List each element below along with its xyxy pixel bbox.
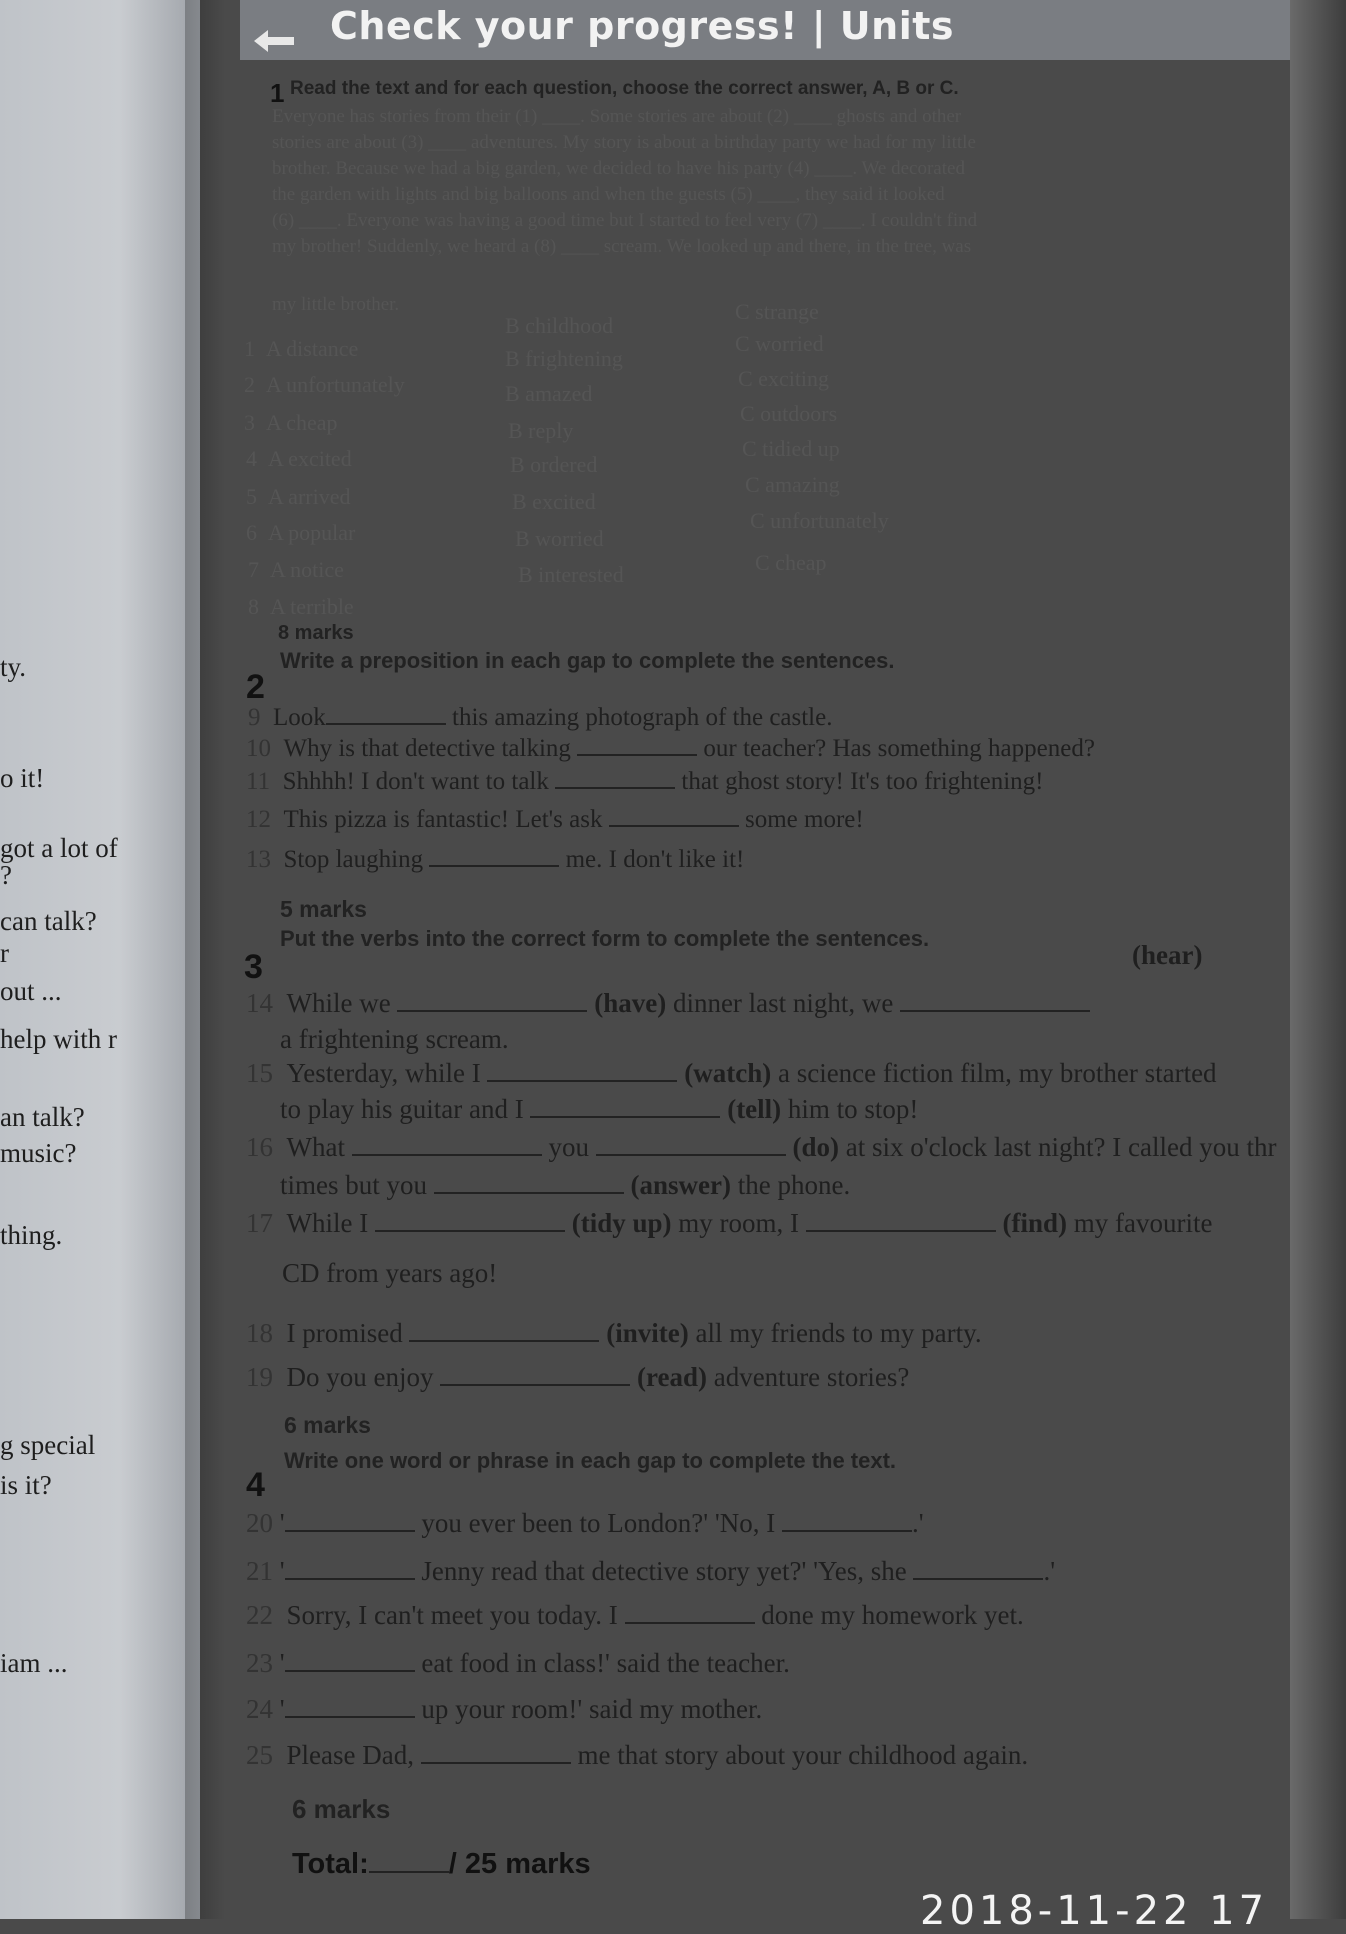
item-text: done my homework yet. [761,1600,1024,1630]
exercise-line [246,1362,909,1393]
section-instruction: Write a preposition in each gap to complete the sentences. [280,648,895,673]
section-number: 2 [246,668,265,706]
left-fragment: ? [0,860,12,890]
item-text: me that story about your childhood again. [577,1740,1029,1770]
passage-line: (6) ____. Everyone was having a good time but I started to feel very (7) ____. I couldn't find [272,210,978,231]
photo-timestamp: 2018-11-22 17 [920,1888,1269,1934]
section-instruction: Read the text and for each question, choose the correct answer, A, B or C. [290,78,959,99]
answer-gap[interactable] [421,1761,571,1764]
option-a: A arrived [268,484,351,509]
answer-gap[interactable] [782,1529,912,1532]
item-number: 12 [246,806,271,833]
item-text: What [286,1132,345,1162]
exercise-item [246,1556,1055,1587]
passage-line: stories are about (3) ____ adventures. My story is about a birthday party we had for my little [272,132,976,153]
item-text: a frightening scream. [280,1024,509,1054]
passage-line: the garden with lights and big balloons and when the guests (5) ____, they said it looked [272,184,945,205]
item-number: 20 [246,1508,273,1538]
option-a: A terrible [270,594,354,619]
left-page [0,0,200,1919]
item-text: Sorry, I can't meet you today. I [286,1600,618,1630]
item-text: all my friends to my party. [695,1318,982,1348]
item-text: Yesterday, while I [286,1058,481,1088]
option-c: C unfortunately [750,508,889,533]
answer-gap[interactable] [352,1153,542,1156]
item-number: 11 [246,768,271,795]
verb-hint-text: (answer) [630,1170,731,1200]
item-text: adventure stories? [713,1362,910,1392]
answer-gap[interactable] [397,1009,587,1012]
answer-gap[interactable] [434,1191,624,1194]
option-a: A excited [268,446,352,471]
quote-mark: ' [279,1694,285,1724]
exercise-line [246,1318,982,1349]
exercise-item [246,735,1095,763]
answer-gap[interactable] [555,786,675,789]
item-text: Why is that detective talking [283,735,571,762]
back-arrow-icon [252,28,296,54]
answer-gap[interactable] [285,1529,415,1532]
answer-gap[interactable] [530,1115,720,1118]
section-number: 3 [244,948,263,986]
total-value: / 25 marks [448,1848,591,1880]
item-number: 19 [246,1362,273,1392]
left-fragment: is it? [0,1470,52,1500]
exercise-item [246,1600,1024,1631]
exercise-line [280,1094,918,1125]
answer-gap[interactable] [429,864,559,867]
option-a: A unfortunately [266,372,405,397]
exercise-line [246,988,1090,1019]
exercise-item [246,846,744,874]
exercise-line [280,1170,850,1201]
option-b: B reply [508,418,574,443]
item-text: my room, I [678,1208,799,1238]
item-text: This pizza is fantastic! Let's ask [283,806,603,833]
answer-gap[interactable] [577,753,697,756]
option-b: B worried [515,526,604,551]
item-text: Do you enjoy [286,1362,434,1392]
option-number: 4 [246,446,257,471]
option-b: B frightening [505,346,623,371]
item-number: 18 [246,1318,273,1348]
section-marks: 6 marks [292,1794,391,1824]
answer-gap[interactable] [806,1229,996,1232]
option-b: B amazed [505,381,593,406]
item-text: some more! [744,806,864,833]
item-text: at six o'clock last night? I called you thr [845,1132,1277,1162]
item-text: you ever been to London?' 'No, I [421,1508,776,1538]
verb-hint-text: (have) [594,988,667,1018]
option-number: 6 [246,520,257,545]
option-c: C outdoors [740,401,838,426]
answer-gap[interactable] [326,722,446,725]
exercise-line [282,1258,497,1289]
option-c: C cheap [755,550,827,575]
item-text: .' [1043,1556,1056,1586]
exercise-item [246,768,1043,796]
item-number: 13 [246,846,271,873]
left-fragment: r [0,938,9,968]
verb-hint-text: (invite) [606,1318,689,1348]
option-number: 2 [244,372,255,397]
answer-gap[interactable] [900,1009,1090,1012]
item-text: him to stop! [787,1094,919,1124]
section-marks: 5 marks [280,896,367,922]
option-c: C worried [735,331,824,356]
item-text: this amazing photograph of the castle. [452,704,833,731]
passage-line: my brother! Suddenly, we heard a (8) ____ scream. We looked up and there, in the tree, was [272,236,972,257]
item-number: 23 [246,1648,273,1678]
total-score [292,1848,591,1881]
answer-gap[interactable] [609,824,739,827]
exercise-item [246,1648,790,1679]
item-text: While we [286,988,391,1018]
item-text: Look [273,704,326,731]
passage-line: my little brother. [272,294,400,315]
item-text: our teacher? Has something happened? [703,735,1095,762]
option-number: 7 [248,557,259,582]
item-text: times but you [280,1170,427,1200]
option-a: A notice [270,557,344,582]
item-text: Shhhh! I don't want to talk [282,768,549,795]
item-text: I promised [286,1318,403,1348]
item-number: 22 [246,1600,273,1630]
desk-background [1290,0,1346,1919]
item-text: eat food in class!' said the teacher. [421,1648,790,1678]
left-fragment: can talk? [0,906,97,936]
left-fragment: help with r [0,1024,117,1054]
item-number: 15 [246,1058,273,1088]
verb-hint-text: (read) [636,1362,707,1392]
left-fragment: music? [0,1138,77,1168]
total-label: Total: [292,1848,369,1880]
answer-gap[interactable] [913,1577,1043,1580]
exercise-item [246,1508,924,1539]
answer-gap[interactable] [409,1339,599,1342]
item-text: the phone. [737,1170,851,1200]
exercise-line [246,1208,1212,1239]
exercise-line [246,1058,1217,1089]
option-b: B excited [512,489,596,514]
section-number: 1 [270,78,285,108]
item-number: 14 [246,988,273,1018]
left-fragment: out ... [0,976,62,1006]
item-text: dinner last night, we [672,988,894,1018]
option-number: 3 [244,410,255,435]
answer-gap[interactable] [487,1079,677,1082]
quote-mark: ' [279,1556,285,1586]
item-text: to play his guitar and I [280,1094,524,1124]
left-fragment: iam ... [0,1648,68,1678]
answer-gap[interactable] [285,1715,415,1718]
left-fragment: got a lot of [0,833,118,863]
item-text: up your room!' said my mother. [421,1694,763,1724]
item-number: 9 [248,704,261,731]
total-score-gap[interactable] [369,1870,449,1873]
exercise-item [246,1740,1028,1771]
exercise-item [246,806,864,834]
option-a: A distance [266,336,359,361]
page-fold-shadow [185,0,225,1919]
left-fragment: o it! [0,763,45,793]
answer-gap[interactable] [625,1621,755,1624]
item-text: .' [912,1508,924,1538]
item-text: Stop laughing [283,846,424,873]
answer-gap[interactable] [440,1383,630,1386]
quote-mark: ' [279,1648,285,1678]
option-c: C amazing [745,472,840,497]
option-number: 5 [246,484,257,509]
section-instruction: Put the verbs into the correct form to complete the sentences. [280,926,930,951]
item-number: 16 [246,1132,273,1162]
item-text: Jenny read that detective story yet?' 'Yes, she [421,1556,907,1586]
section-marks: 6 marks [284,1412,371,1438]
verb-hint-text: (do) [792,1132,839,1162]
exercise-line [280,1024,509,1055]
item-number: 24 [246,1694,273,1724]
verb-hint [1132,940,1202,971]
verb-hint-text: (find) [1002,1208,1068,1238]
item-text: me. I don't like it! [565,846,745,873]
option-b: B ordered [510,452,598,477]
item-number: 17 [246,1208,273,1238]
option-c: C exciting [738,366,830,391]
quote-mark: ' [279,1508,285,1538]
answer-gap[interactable] [285,1669,415,1672]
passage-line: Everyone has stories from their (1) ____. Some stories are about (2) ____ ghosts and other [272,106,962,127]
item-number: 21 [246,1556,273,1586]
item-text: While I [286,1208,369,1238]
exercise-item [246,1694,762,1725]
item-text: you [548,1132,589,1162]
exercise-line [246,1132,1276,1163]
left-fragment: g special [0,1430,96,1460]
verb-hint-text: (tidy up) [571,1208,672,1238]
option-b: B interested [518,562,624,587]
option-a: A popular [268,520,356,545]
item-number: 25 [246,1740,273,1770]
section-instruction: Write one word or phrase in each gap to complete the text. [284,1448,897,1473]
left-fragment: ty. [0,652,26,682]
option-a: A cheap [266,410,338,435]
verb-hint-text: (watch) [684,1058,772,1088]
passage-line: brother. Because we had a big garden, we decided to have his party (4) ____. We decorated [272,158,965,179]
answer-gap[interactable] [375,1229,565,1232]
item-text: my favourite [1073,1208,1213,1238]
option-c: C tidied up [742,436,840,461]
page-title: Check your progress! | Units [330,4,955,48]
answer-gap[interactable] [596,1153,786,1156]
option-b: B childhood [505,313,614,338]
answer-gap[interactable] [285,1577,415,1580]
exercise-item [248,704,832,732]
item-text: Please Dad, [286,1740,414,1770]
item-text: that ghost story! It's too frightening! [681,768,1044,795]
item-number: 10 [246,735,271,762]
section-number: 4 [246,1466,265,1504]
item-text: a science fiction film, my brother started [777,1058,1217,1088]
verb-hint-text: (tell) [727,1094,782,1124]
option-number: 1 [244,336,255,361]
item-text: CD from years ago! [282,1258,498,1288]
verb-hint-text: (hear) [1132,940,1203,970]
section-marks: 8 marks [278,622,354,644]
left-fragment: an talk? [0,1102,85,1132]
option-c: C strange [735,299,819,324]
option-number: 8 [248,594,259,619]
left-fragment: thing. [0,1220,63,1250]
